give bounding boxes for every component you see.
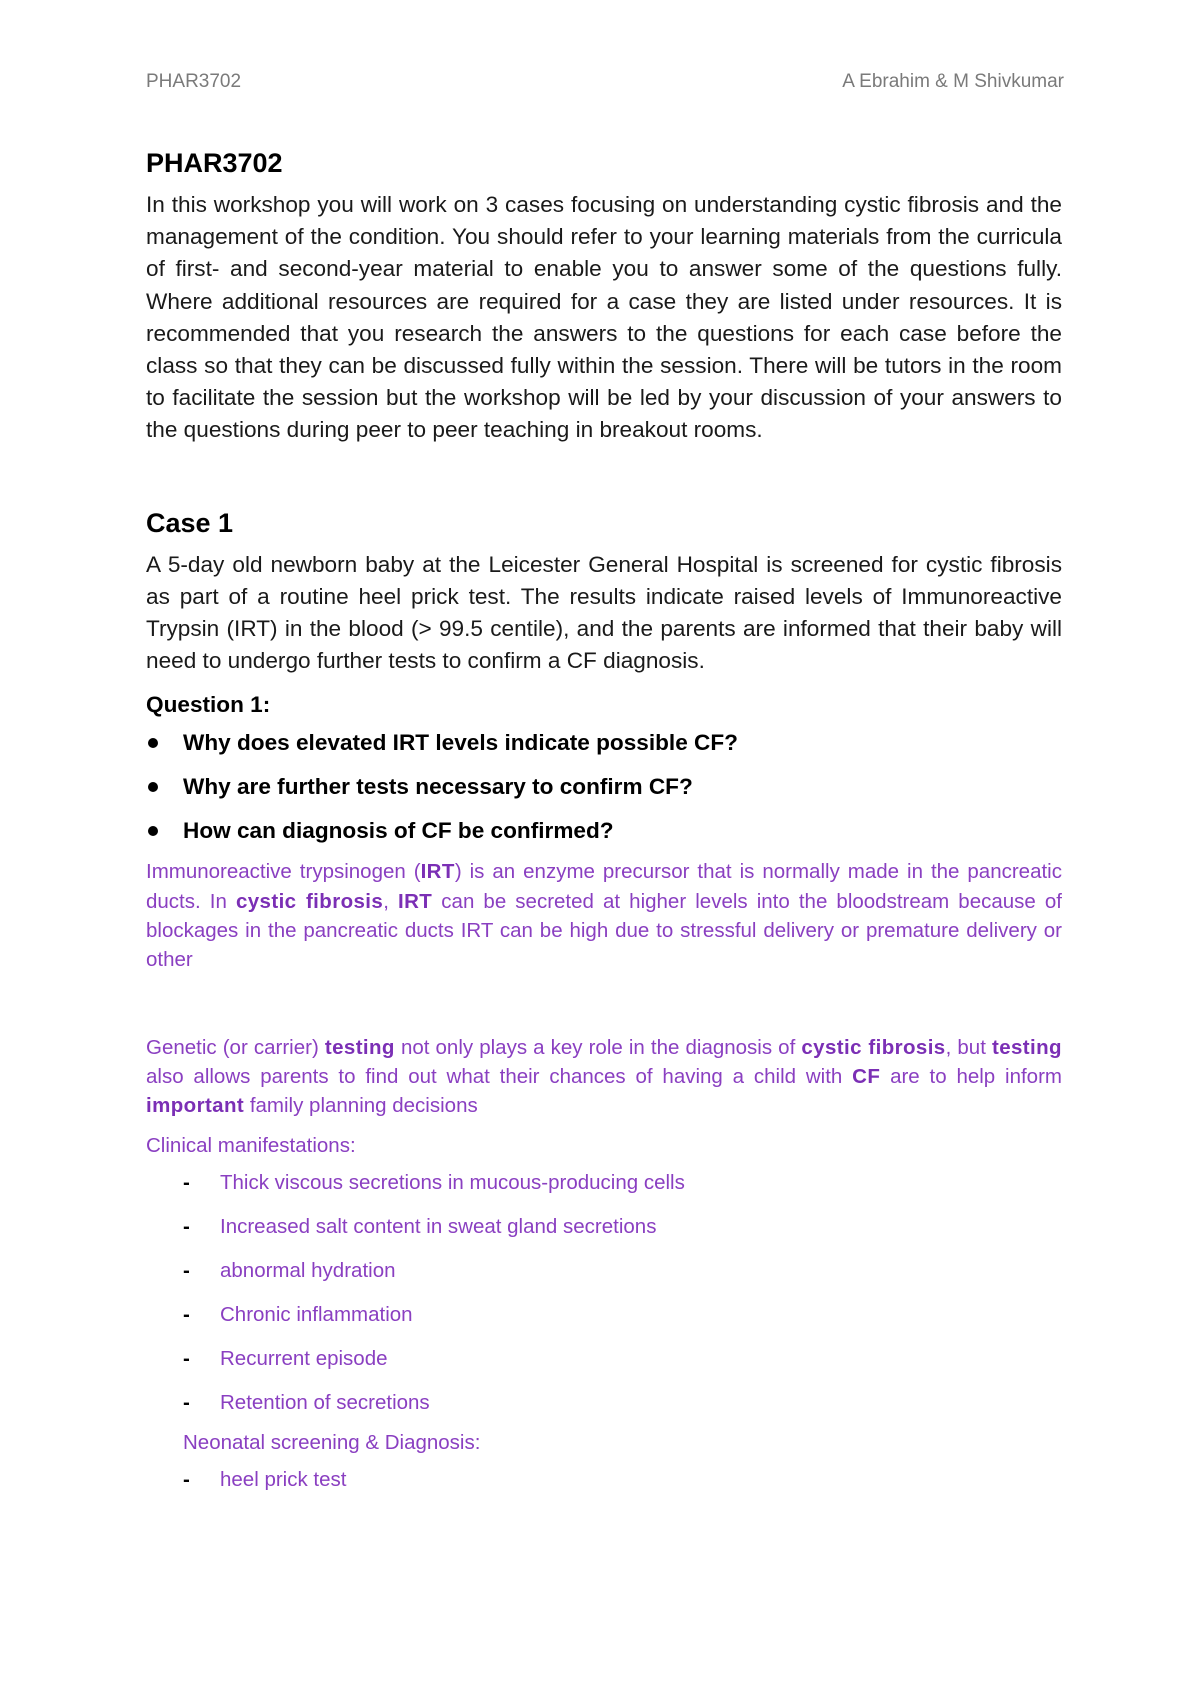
answer-text: can be secreted at higher levels into the bloodstream because of blockages in the pancreatic ducts IRT can be high due to stressful delivery or premature delivery or other: [146, 889, 1062, 972]
list-item: [146, 1212, 1062, 1241]
dash-icon: -: [183, 1390, 190, 1414]
answer-genetic-testing-paragraph: [146, 1033, 1062, 1121]
answer-text: not only plays a key role in the diagnosis of: [394, 1035, 802, 1059]
list-item-text: Increased salt content in sweat gland secretions: [220, 1214, 657, 1238]
list-item-text: heel prick test: [220, 1468, 347, 1492]
clinical-manifestations-label: Clinical manifestations:: [146, 1133, 356, 1157]
bullet-icon: [148, 738, 158, 748]
list-item-text: Thick viscous secretions in mucous-producing cells: [220, 1170, 685, 1194]
question-1-label: Question 1:: [146, 692, 271, 718]
question-text: Why does elevated IRT levels indicate possible CF?: [183, 730, 738, 756]
document-title: PHAR3702: [146, 148, 283, 178]
answer-bold-term: testing: [324, 1035, 395, 1059]
dash-icon: -: [183, 1214, 190, 1238]
dash-icon: -: [183, 1468, 190, 1492]
intro-paragraph: In this workshop you will work on 3 cases focusing on understanding cystic fibrosis and the management of the condition. You should refer to your learning materials from the curricula of first- and second-year material to enable you to answer some of the questions fully. Where additional resources are required for a case they are listed under resources. It is recommended that you research the answers to the questions for each case before the class so that they can be discussed fully within the session. There will be tutors in the room to facilitate the session but the workshop will be led by your discussion of your answers to the questions during peer to peer teaching in breakout rooms.: [146, 192, 1062, 443]
clinical-manifestations-list: [146, 1168, 1062, 1417]
question-item: [146, 815, 1062, 847]
list-item-text: Retention of secretions: [220, 1390, 430, 1414]
dash-icon: -: [183, 1346, 190, 1370]
answer-irt-paragraph: [146, 857, 1062, 974]
list-item-text: abnormal hydration: [220, 1258, 396, 1282]
list-item-text: Chronic inflammation: [220, 1302, 413, 1326]
case-1-description: A 5-day old newborn baby at the Leicester General Hospital is screened for cystic fibrosis as part of a routine heel prick test. The results indicate raised levels of Immunoreactive Trypsin (IRT) in the blood (> 99.5 centile), and the parents are informed that their baby will need to undergo further tests to confirm a CF diagnosis.: [146, 551, 1062, 674]
answer-bold-term: testing: [991, 1035, 1062, 1059]
list-item: [146, 1388, 1062, 1417]
question-text: Why are further tests necessary to confirm CF?: [183, 774, 693, 800]
answer-text: also allows parents to find out what their chances of having a child with: [146, 1064, 853, 1088]
list-item: [146, 1300, 1062, 1329]
answer-text: Immunoreactive trypsinogen (: [146, 860, 421, 884]
dash-icon: -: [183, 1258, 190, 1282]
question-item: [146, 727, 1062, 759]
list-item: [146, 1256, 1062, 1285]
bullet-icon: [148, 826, 158, 836]
dash-icon: -: [183, 1302, 190, 1326]
answer-text: are to help inform: [880, 1064, 1062, 1088]
answer-text: family planning decisions: [244, 1094, 478, 1118]
dash-icon: -: [183, 1170, 190, 1194]
neonatal-screening-list: [146, 1465, 1062, 1494]
list-item: [146, 1465, 1062, 1494]
answer-text: ) is an enzyme precursor that is normally made in the pancreatic ducts. In: [146, 860, 1062, 913]
answer-bold-term: CF: [852, 1064, 881, 1088]
neonatal-screening-label: Neonatal screening & Diagnosis:: [183, 1430, 481, 1454]
list-item-text: Recurrent episode: [220, 1346, 388, 1370]
answer-text: ,: [383, 889, 398, 913]
list-item: [146, 1344, 1062, 1373]
answer-bold-term: IRT: [397, 889, 433, 913]
answer-text: , but: [945, 1035, 992, 1059]
answer-bold-term: important: [146, 1094, 245, 1118]
header-course-code: PHAR3702: [146, 71, 242, 92]
question-1-list: [146, 727, 1062, 847]
list-item: [146, 1168, 1062, 1197]
case-1-title: Case 1: [146, 507, 234, 538]
answer-bold-term: IRT: [420, 860, 455, 884]
question-item: [146, 771, 1062, 803]
running-header: [146, 70, 1064, 94]
header-authors: A Ebrahim & M Shivkumar: [842, 71, 1064, 92]
answer-text: Genetic (or carrier): [146, 1035, 325, 1059]
question-text: How can diagnosis of CF be confirmed?: [183, 818, 614, 844]
bullet-icon: [148, 782, 158, 792]
main-content: [146, 145, 1062, 1509]
answer-bold-term: cystic fibrosis: [235, 889, 384, 913]
answer-bold-term: cystic fibrosis: [801, 1035, 946, 1059]
